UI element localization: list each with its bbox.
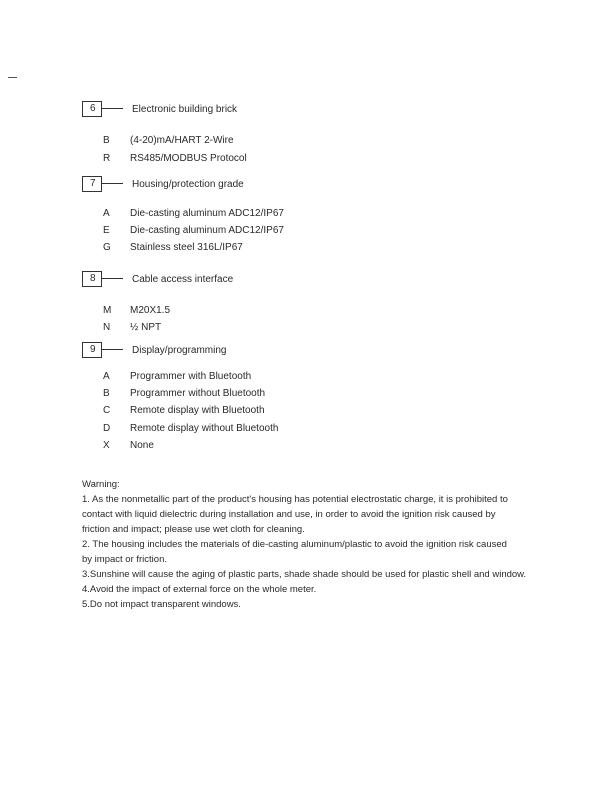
section-9: [82, 342, 542, 358]
leader-line: [102, 349, 123, 350]
section-number-box: 8: [82, 271, 102, 287]
warning-line: friction and impact; please use wet cloth for cleaning.: [82, 524, 305, 535]
option-desc: Die-casting aluminum ADC12/IP67: [130, 225, 284, 236]
option-desc: Remote display with Bluetooth: [130, 405, 265, 416]
option-desc: Programmer with Bluetooth: [130, 371, 252, 382]
option-code: B: [103, 388, 110, 399]
section-number-box: 7: [82, 176, 102, 192]
section-header: [82, 176, 542, 192]
option-code: R: [103, 153, 111, 164]
warning-line: 3.Sunshine will cause the aging of plastic parts, shade shade should be used for plastic shell and window.: [82, 569, 527, 580]
warning-line: 1. As the nonmetallic part of the product's housing has potential electrostatic charge, it is prohibited to: [82, 494, 508, 505]
corner-dash: [8, 77, 17, 78]
section-number-box: 9: [82, 342, 102, 358]
warning-line: contact with liquid dielectric during installation and use, in order to avoid the ignition risk caused by: [82, 509, 496, 520]
option-code: X: [103, 440, 110, 451]
option-desc: M20X1.5: [130, 305, 171, 316]
option-desc: Stainless steel 316L/IP67: [130, 242, 243, 253]
option-desc: RS485/MODBUS Protocol: [130, 153, 247, 164]
section-header: [82, 342, 542, 358]
option-desc: ½ NPT: [130, 322, 162, 333]
option-code: G: [103, 242, 111, 253]
section-title: Cable access interface: [132, 274, 234, 285]
option-code: A: [103, 208, 110, 219]
warning-line: by impact or friction.: [82, 554, 167, 565]
option-desc: Programmer without Bluetooth: [130, 388, 266, 399]
warning-block: [82, 477, 562, 612]
warning-heading: Warning:: [82, 479, 120, 490]
warning-line: 2. The housing includes the materials of die-casting aluminum/plastic to avoid the ignition risk caused: [82, 539, 507, 550]
section-title: Housing/protection grade: [132, 179, 244, 190]
option-code: B: [103, 135, 110, 146]
option-code: M: [103, 305, 112, 316]
section-header: [82, 101, 542, 117]
leader-line: [102, 108, 123, 109]
option-code: D: [103, 423, 111, 434]
section-number-box: 6: [82, 101, 102, 117]
leader-line: [102, 183, 123, 184]
option-desc: (4-20)mA/HART 2-Wire: [130, 135, 234, 146]
section-8: [82, 271, 542, 287]
option-code: C: [103, 405, 111, 416]
section-6: [82, 101, 542, 117]
section-header: [82, 271, 542, 287]
option-desc: None: [130, 440, 154, 451]
option-code: E: [103, 225, 110, 236]
option-code: N: [103, 322, 111, 333]
option-desc: Die-casting aluminum ADC12/IP67: [130, 208, 284, 219]
warning-line: 5.Do not impact transparent windows.: [82, 599, 241, 610]
leader-line: [102, 278, 123, 279]
option-desc: Remote display without Bluetooth: [130, 423, 279, 434]
warning-line: 4.Avoid the impact of external force on the whole meter.: [82, 584, 317, 595]
section-title: Electronic building brick: [132, 104, 238, 115]
section-7: [82, 176, 542, 192]
option-code: A: [103, 371, 110, 382]
section-title: Display/programming: [132, 345, 227, 356]
